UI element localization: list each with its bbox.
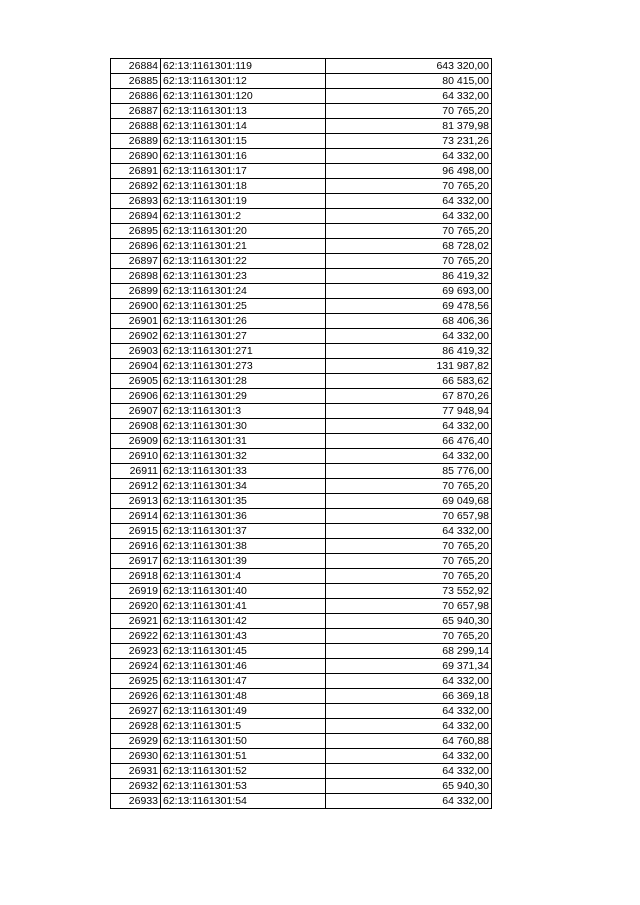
cadastral-value-cell: 64 332,00	[326, 524, 492, 539]
table-row	[111, 269, 492, 284]
row-id-cell: 26896	[111, 239, 161, 254]
cadastral-number-cell: 62:13:1161301:25	[161, 299, 326, 314]
row-id-cell: 26919	[111, 584, 161, 599]
row-id-cell: 26901	[111, 314, 161, 329]
cadastral-number-cell: 62:13:1161301:271	[161, 344, 326, 359]
row-id-cell: 26910	[111, 449, 161, 464]
table-row	[111, 224, 492, 239]
cadastral-number-cell: 62:13:1161301:32	[161, 449, 326, 464]
table-row	[111, 404, 492, 419]
cadastral-number-cell: 62:13:1161301:15	[161, 134, 326, 149]
row-id-cell: 26924	[111, 659, 161, 674]
row-id-cell: 26902	[111, 329, 161, 344]
cadastral-value-cell: 67 870,26	[326, 389, 492, 404]
cadastral-number-cell: 62:13:1161301:33	[161, 464, 326, 479]
cadastral-value-cell: 86 419,32	[326, 344, 492, 359]
cadastral-number-cell: 62:13:1161301:31	[161, 434, 326, 449]
row-id-cell: 26892	[111, 179, 161, 194]
row-id-cell: 26897	[111, 254, 161, 269]
row-id-cell: 26885	[111, 74, 161, 89]
table-row	[111, 779, 492, 794]
table-row	[111, 59, 492, 74]
row-id-cell: 26915	[111, 524, 161, 539]
row-id-cell: 26930	[111, 749, 161, 764]
table-row	[111, 539, 492, 554]
cadastral-number-cell: 62:13:1161301:54	[161, 794, 326, 809]
row-id-cell: 26908	[111, 419, 161, 434]
row-id-cell: 26913	[111, 494, 161, 509]
table-row	[111, 119, 492, 134]
table-row	[111, 479, 492, 494]
row-id-cell: 26932	[111, 779, 161, 794]
cadastral-value-cell: 66 583,62	[326, 374, 492, 389]
table-row	[111, 719, 492, 734]
table-row	[111, 149, 492, 164]
row-id-cell: 26921	[111, 614, 161, 629]
cadastral-number-cell: 62:13:1161301:39	[161, 554, 326, 569]
table-body	[111, 59, 492, 809]
table-row	[111, 644, 492, 659]
cadastral-value-cell: 80 415,00	[326, 74, 492, 89]
cadastral-number-cell: 62:13:1161301:40	[161, 584, 326, 599]
cadastral-number-cell: 62:13:1161301:13	[161, 104, 326, 119]
row-id-cell: 26886	[111, 89, 161, 104]
cadastral-value-cell: 64 332,00	[326, 194, 492, 209]
cadastral-number-cell: 62:13:1161301:23	[161, 269, 326, 284]
cadastral-number-cell: 62:13:1161301:35	[161, 494, 326, 509]
table-row	[111, 464, 492, 479]
cadastral-value-cell: 64 332,00	[326, 449, 492, 464]
row-id-cell: 26916	[111, 539, 161, 554]
table-row	[111, 659, 492, 674]
cadastral-value-cell: 68 406,36	[326, 314, 492, 329]
table-row	[111, 734, 492, 749]
cadastral-number-cell: 62:13:1161301:21	[161, 239, 326, 254]
cadastral-value-cell: 69 371,34	[326, 659, 492, 674]
cadastral-value-cell: 64 760,88	[326, 734, 492, 749]
table-row	[111, 569, 492, 584]
row-id-cell: 26925	[111, 674, 161, 689]
row-id-cell: 26891	[111, 164, 161, 179]
row-id-cell: 26900	[111, 299, 161, 314]
cadastral-number-cell: 62:13:1161301:16	[161, 149, 326, 164]
table-row	[111, 764, 492, 779]
cadastral-value-cell: 70 765,20	[326, 179, 492, 194]
cadastral-number-cell: 62:13:1161301:38	[161, 539, 326, 554]
cadastral-value-cell: 66 369,18	[326, 689, 492, 704]
row-id-cell: 26887	[111, 104, 161, 119]
table-row	[111, 434, 492, 449]
cadastral-value-cell: 70 765,20	[326, 224, 492, 239]
cadastral-value-cell: 73 552,92	[326, 584, 492, 599]
cadastral-number-cell: 62:13:1161301:30	[161, 419, 326, 434]
cadastral-number-cell: 62:13:1161301:18	[161, 179, 326, 194]
cadastral-number-cell: 62:13:1161301:19	[161, 194, 326, 209]
cadastral-number-cell: 62:13:1161301:41	[161, 599, 326, 614]
row-id-cell: 26931	[111, 764, 161, 779]
row-id-cell: 26914	[111, 509, 161, 524]
table-row	[111, 179, 492, 194]
cadastral-number-cell: 62:13:1161301:34	[161, 479, 326, 494]
cadastral-number-cell: 62:13:1161301:2	[161, 209, 326, 224]
table-row	[111, 584, 492, 599]
cadastral-number-cell: 62:13:1161301:49	[161, 704, 326, 719]
cadastral-value-cell: 66 476,40	[326, 434, 492, 449]
cadastral-value-cell: 131 987,82	[326, 359, 492, 374]
cadastral-number-cell: 62:13:1161301:51	[161, 749, 326, 764]
cadastral-value-cell: 64 332,00	[326, 749, 492, 764]
cadastral-number-cell: 62:13:1161301:43	[161, 629, 326, 644]
cadastral-value-cell: 70 765,20	[326, 104, 492, 119]
table-row	[111, 239, 492, 254]
table-row	[111, 509, 492, 524]
cadastral-number-cell: 62:13:1161301:28	[161, 374, 326, 389]
row-id-cell: 26917	[111, 554, 161, 569]
cadastral-value-cell: 64 332,00	[326, 794, 492, 809]
cadastral-number-cell: 62:13:1161301:36	[161, 509, 326, 524]
row-id-cell: 26909	[111, 434, 161, 449]
cadastral-value-cell: 68 728,02	[326, 239, 492, 254]
cadastral-value-cell: 70 765,20	[326, 569, 492, 584]
row-id-cell: 26890	[111, 149, 161, 164]
row-id-cell: 26912	[111, 479, 161, 494]
row-id-cell: 26918	[111, 569, 161, 584]
row-id-cell: 26889	[111, 134, 161, 149]
cadastral-number-cell: 62:13:1161301:120	[161, 89, 326, 104]
row-id-cell: 26905	[111, 374, 161, 389]
table-row	[111, 359, 492, 374]
cadastral-value-cell: 64 332,00	[326, 149, 492, 164]
row-id-cell: 26927	[111, 704, 161, 719]
cadastral-number-cell: 62:13:1161301:50	[161, 734, 326, 749]
row-id-cell: 26907	[111, 404, 161, 419]
cadastral-number-cell: 62:13:1161301:47	[161, 674, 326, 689]
row-id-cell: 26888	[111, 119, 161, 134]
table-row	[111, 314, 492, 329]
table-row	[111, 299, 492, 314]
table-row	[111, 74, 492, 89]
table-row	[111, 449, 492, 464]
cadastral-value-cell: 64 332,00	[326, 719, 492, 734]
table-row	[111, 674, 492, 689]
row-id-cell: 26923	[111, 644, 161, 659]
cadastral-number-cell: 62:13:1161301:4	[161, 569, 326, 584]
row-id-cell: 26893	[111, 194, 161, 209]
table-row	[111, 104, 492, 119]
cadastral-number-cell: 62:13:1161301:27	[161, 329, 326, 344]
row-id-cell: 26928	[111, 719, 161, 734]
cadastral-value-cell: 64 332,00	[326, 674, 492, 689]
cadastral-value-cell: 64 332,00	[326, 89, 492, 104]
cadastral-value-cell: 70 657,98	[326, 599, 492, 614]
row-id-cell: 26904	[111, 359, 161, 374]
cadastral-value-cell: 70 765,20	[326, 254, 492, 269]
table-row	[111, 89, 492, 104]
cadastral-number-cell: 62:13:1161301:29	[161, 389, 326, 404]
row-id-cell: 26933	[111, 794, 161, 809]
cadastral-value-cell: 85 776,00	[326, 464, 492, 479]
cadastral-number-cell: 62:13:1161301:53	[161, 779, 326, 794]
table-row	[111, 689, 492, 704]
row-id-cell: 26922	[111, 629, 161, 644]
cadastral-number-cell: 62:13:1161301:119	[161, 59, 326, 74]
cadastral-value-cell: 70 657,98	[326, 509, 492, 524]
cadastral-number-cell: 62:13:1161301:20	[161, 224, 326, 239]
cadastral-value-cell: 643 320,00	[326, 59, 492, 74]
cadastral-number-cell: 62:13:1161301:48	[161, 689, 326, 704]
cadastral-value-cell: 68 299,14	[326, 644, 492, 659]
row-id-cell: 26903	[111, 344, 161, 359]
cadastral-number-cell: 62:13:1161301:26	[161, 314, 326, 329]
cadastral-value-cell: 70 765,20	[326, 629, 492, 644]
cadastral-value-cell: 73 231,26	[326, 134, 492, 149]
table-row	[111, 284, 492, 299]
cadastral-value-cell: 64 332,00	[326, 209, 492, 224]
table-row	[111, 329, 492, 344]
cadastral-value-cell: 64 332,00	[326, 329, 492, 344]
table-row	[111, 344, 492, 359]
cadastral-value-cell: 69 049,68	[326, 494, 492, 509]
row-id-cell: 26898	[111, 269, 161, 284]
table-row	[111, 794, 492, 809]
table-row	[111, 194, 492, 209]
cadastral-number-cell: 62:13:1161301:3	[161, 404, 326, 419]
cadastral-number-cell: 62:13:1161301:273	[161, 359, 326, 374]
cadastral-number-cell: 62:13:1161301:14	[161, 119, 326, 134]
row-id-cell: 26906	[111, 389, 161, 404]
table-row	[111, 254, 492, 269]
cadastral-number-cell: 62:13:1161301:52	[161, 764, 326, 779]
cadastral-value-cell: 86 419,32	[326, 269, 492, 284]
cadastral-value-cell: 77 948,94	[326, 404, 492, 419]
table-row	[111, 524, 492, 539]
cadastral-value-cell: 64 332,00	[326, 704, 492, 719]
cadastral-value-table	[110, 58, 492, 809]
row-id-cell: 26895	[111, 224, 161, 239]
cadastral-value-cell: 64 332,00	[326, 419, 492, 434]
cadastral-value-cell: 64 332,00	[326, 764, 492, 779]
table-row	[111, 599, 492, 614]
cadastral-value-cell: 65 940,30	[326, 779, 492, 794]
cadastral-value-cell: 69 693,00	[326, 284, 492, 299]
cadastral-number-cell: 62:13:1161301:12	[161, 74, 326, 89]
cadastral-value-cell: 81 379,98	[326, 119, 492, 134]
cadastral-value-cell: 70 765,20	[326, 479, 492, 494]
row-id-cell: 26899	[111, 284, 161, 299]
cadastral-number-cell: 62:13:1161301:46	[161, 659, 326, 674]
row-id-cell: 26926	[111, 689, 161, 704]
cadastral-value-cell: 69 478,56	[326, 299, 492, 314]
cadastral-value-cell: 70 765,20	[326, 539, 492, 554]
cadastral-number-cell: 62:13:1161301:24	[161, 284, 326, 299]
table-row	[111, 554, 492, 569]
cadastral-value-cell: 65 940,30	[326, 614, 492, 629]
row-id-cell: 26929	[111, 734, 161, 749]
table-row	[111, 704, 492, 719]
table-row	[111, 494, 492, 509]
table-row	[111, 614, 492, 629]
table-row	[111, 164, 492, 179]
row-id-cell: 26911	[111, 464, 161, 479]
table-row	[111, 374, 492, 389]
table-row	[111, 389, 492, 404]
table-row	[111, 749, 492, 764]
cadastral-number-cell: 62:13:1161301:22	[161, 254, 326, 269]
cadastral-number-cell: 62:13:1161301:45	[161, 644, 326, 659]
row-id-cell: 26884	[111, 59, 161, 74]
row-id-cell: 26920	[111, 599, 161, 614]
table-row	[111, 209, 492, 224]
cadastral-number-cell: 62:13:1161301:42	[161, 614, 326, 629]
cadastral-number-cell: 62:13:1161301:17	[161, 164, 326, 179]
cadastral-value-cell: 70 765,20	[326, 554, 492, 569]
cadastral-value-cell: 96 498,00	[326, 164, 492, 179]
table-row	[111, 134, 492, 149]
table-row	[111, 419, 492, 434]
row-id-cell: 26894	[111, 209, 161, 224]
table-row	[111, 629, 492, 644]
cadastral-number-cell: 62:13:1161301:37	[161, 524, 326, 539]
cadastral-number-cell: 62:13:1161301:5	[161, 719, 326, 734]
